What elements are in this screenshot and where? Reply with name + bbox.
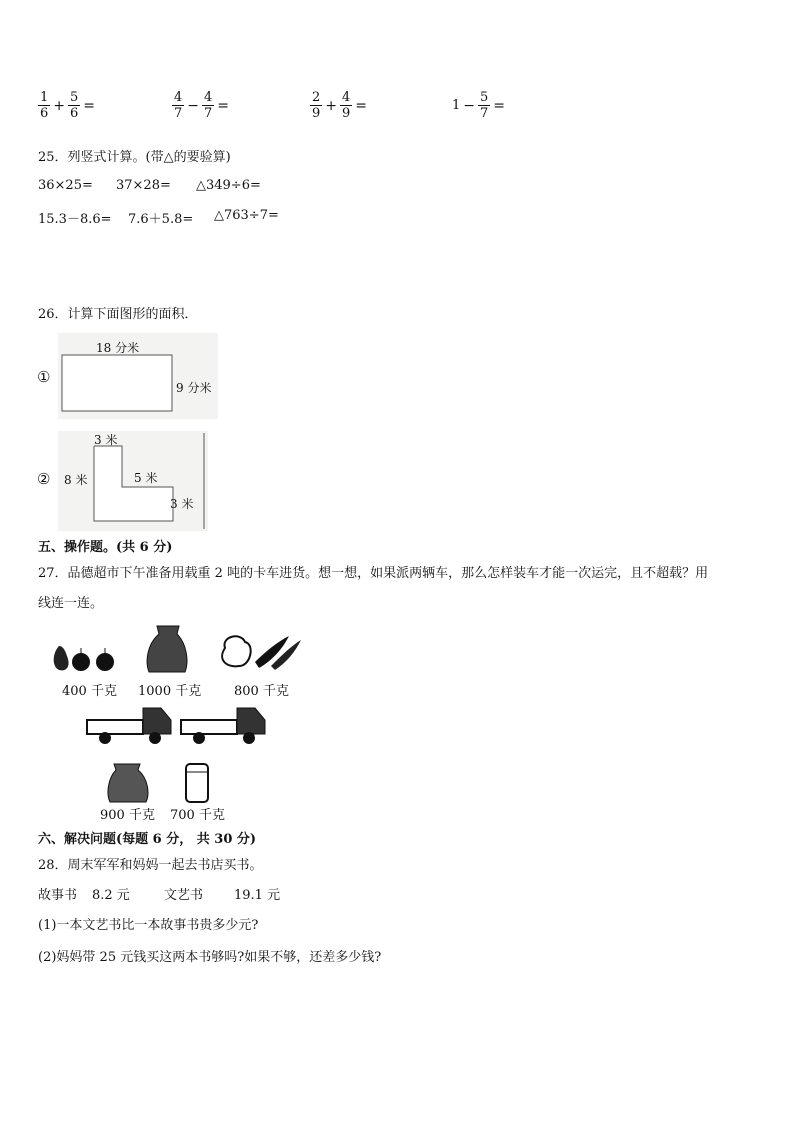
fraction: $\frac{5}{6}$ xyxy=(70,90,79,121)
section-6-heading: 六、解决问题(每题 6 分， 共 30 分) xyxy=(38,832,257,847)
cabbage-icon xyxy=(222,636,251,666)
q25-expr: △349÷6= xyxy=(196,178,261,193)
q25-expr: 15.3－8.6= xyxy=(38,212,112,227)
q28-sub2: (2)妈妈带 25 元钱买这两本书够吗?如果不够，还差多少钱? xyxy=(38,950,382,965)
fraction-expr-2: $\frac{4}{7}$ − $\frac{4}{7}$ = xyxy=(174,90,230,121)
q27-line1: 27．品德超市下午准备用载重 2 吨的卡车进货。想一想，如果派两辆车，那么怎样装车才能一次运完，且不超载？用 xyxy=(38,566,709,581)
apple-icon xyxy=(96,653,114,671)
goods-weight: 400 千克 xyxy=(62,684,117,699)
l-mid-label: 5 米 xyxy=(134,471,158,485)
canister-icon xyxy=(186,764,208,802)
book-name: 故事书 xyxy=(38,888,78,903)
q26-title: 26．计算下面图形的面积． xyxy=(38,307,198,322)
rectangle-figure xyxy=(58,333,218,419)
fraction-expr-3: $\frac{2}{9}$ + $\frac{4}{9}$ = xyxy=(312,90,368,121)
goods-weight: 1000 千克 xyxy=(138,684,202,699)
fraction: $\frac{1}{6}$ xyxy=(40,90,49,121)
goods-weight: 700 千克 xyxy=(170,808,225,823)
fraction-expr-1: $\frac{1}{6}$ + $\frac{5}{6}$ = xyxy=(40,90,96,121)
bag-icon xyxy=(108,764,148,802)
fraction: $\frac{4}{9}$ xyxy=(342,90,351,121)
rect-top-label: 18 分米 xyxy=(96,341,140,355)
figure-2-marker: ② xyxy=(37,470,51,488)
fraction-expr-4: 1 − $\frac{5}{7}$ = xyxy=(452,90,506,121)
q25-expr: 37×28= xyxy=(116,178,171,193)
fraction: $\frac{2}{9}$ xyxy=(312,90,321,121)
book-price: 19.1 元 xyxy=(234,888,281,903)
l-left-label: 8 米 xyxy=(64,473,88,487)
apple-icon xyxy=(72,653,90,671)
book-price: 8.2 元 xyxy=(92,888,130,903)
goods-weight: 800 千克 xyxy=(234,684,289,699)
book-name: 文艺书 xyxy=(164,888,204,903)
chili-icon xyxy=(255,636,289,668)
section-5-heading: 五、操作题。(共 6 分) xyxy=(38,540,173,555)
trucks-illustration xyxy=(85,700,270,750)
goods-illustration-bottom xyxy=(100,758,220,806)
sack-icon xyxy=(147,626,187,672)
fraction: $\frac{4}{7}$ xyxy=(204,90,213,121)
q25-expr: 7.6＋5.8= xyxy=(128,212,194,227)
goods-weight: 900 千克 xyxy=(100,808,155,823)
q25-title: 25．列竖式计算。(带△的要验算) xyxy=(38,150,231,165)
l-shape-figure xyxy=(58,431,208,531)
q25-expr: 36×25= xyxy=(38,178,93,193)
pear-icon xyxy=(54,646,69,670)
q28-title: 28．周末军军和妈妈一起去书店买书。 xyxy=(38,858,263,873)
q28-sub1: (1)一本文艺书比一本故事书贵多少元? xyxy=(38,918,259,933)
l-top-label: 3 米 xyxy=(94,433,118,447)
l-right-label: 3 米 xyxy=(170,497,194,511)
figure-1-marker: ① xyxy=(37,368,51,386)
q25-expr: △763÷7= xyxy=(214,208,279,223)
fraction: $\frac{4}{7}$ xyxy=(174,90,183,121)
fraction: $\frac{5}{7}$ xyxy=(480,90,489,121)
truck-icon xyxy=(87,708,171,744)
truck-icon xyxy=(181,708,265,744)
rect-side-label: 9 分米 xyxy=(176,381,212,395)
q27-line2: 线连一连。 xyxy=(38,596,104,611)
